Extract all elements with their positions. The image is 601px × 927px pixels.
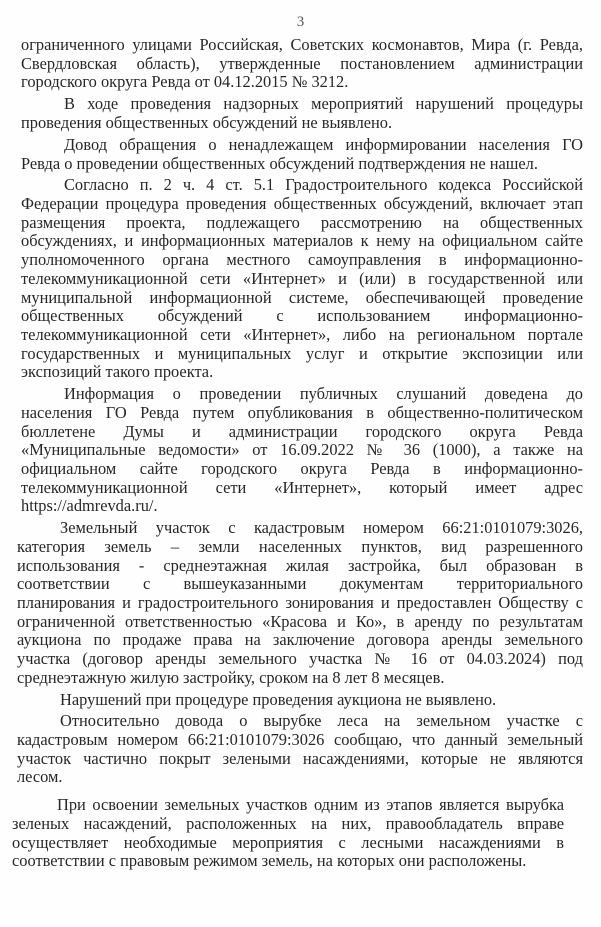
text-line: телекоммуникационной сети «Интернет» и (или) в государственной или — [21, 268, 583, 288]
text-line: населения ГО Ревда путем опубликования в общественно-политическом — [21, 402, 583, 422]
text-line: соответствии с вышеуказанными документам территориального — [17, 574, 583, 594]
text-line: официальном сайте городского округа Ревда в информационно- — [21, 458, 583, 478]
text-line: бюллетене Думы и администрации городского округа Ревда — [21, 421, 583, 441]
text-line: «Муниципальные ведомости» от 16.09.2022 № 36 (1000), а также на — [21, 440, 583, 460]
text-line: среднеэтажную жилую застройку, сроком на 8 лет 8 месяцев. — [17, 667, 445, 687]
text-line: https://admrevda.ru/. — [21, 496, 158, 516]
text-line: Нарушений при процедуре проведения аукциона не выявлено. — [60, 689, 497, 709]
text-line: государственных и муниципальных услуг и открытие экспозиции или — [21, 343, 583, 363]
text-line: При освоении земельных участков одним из этапов является вырубка — [57, 795, 564, 815]
text-line: Свердловская область), утвержденные постановлением администрации — [21, 53, 583, 73]
paragraph — [21, 95, 583, 132]
document-body — [12, 35, 583, 874]
text-line: телекоммуникационной сети «Интернет», либо на региональном портале — [21, 324, 583, 344]
text-line: соответствии с правовым режимом земель, на которых они расположены. — [12, 851, 527, 871]
text-line: В ходе проведения надзорных мероприятий нарушений процедуры — [64, 94, 583, 114]
text-line: Федерации процедура проведения общественных обсуждений, включает этап — [21, 194, 583, 214]
text-line: планирования и градостроительного зонирования и предоставлен Обществу с — [17, 592, 583, 612]
text-line: обсуждениях, и информационных материалов к нему на официальном сайте — [21, 231, 583, 251]
text-line: Ревда о проведении общественных обсуждений подтверждения не нашел. — [21, 153, 538, 173]
text-line: участка (договор аренды земельного участка № 16 от 04.03.2024) под — [17, 648, 583, 668]
text-line: Информация о проведении публичных слушаний доведена до — [64, 384, 583, 404]
text-line: проведения общественных обсуждений не выявлено. — [21, 112, 393, 132]
paragraph — [21, 385, 583, 516]
paragraph — [21, 136, 583, 173]
text-line: экспозиций такого проекта. — [21, 362, 214, 382]
paragraph — [17, 691, 583, 710]
text-line: участок частично покрыт зелеными насаждениями, которые не являются — [17, 748, 583, 768]
text-line: ограниченного улицами Российская, Советских космонавтов, Мира (г. Ревда, — [21, 35, 583, 54]
paragraph — [17, 519, 583, 687]
text-line: муниципальной информационной системе, обеспечивающей проведение — [21, 287, 583, 307]
text-line: лесом. — [17, 767, 63, 787]
text-line: осуществляет необходимые мероприятия с лесными насаждениями в — [12, 832, 564, 852]
paragraph — [21, 176, 583, 382]
text-line: ограниченной ответственностью «Красова и Ко», в аренду по результатам — [17, 611, 583, 631]
text-line: городского округа Ревда от 04.12.2015 № 3212. — [21, 72, 349, 92]
page-number: 3 — [296, 14, 305, 30]
paragraph — [17, 712, 583, 787]
text-line: Земельный участок с кадастровым номером 66:21:0101079:3026, — [60, 518, 583, 538]
text-line: зеленых насаждений, расположенных на них, правообладатель вправе — [12, 813, 564, 833]
text-line: Довод обращения о ненадлежащем информировании населения ГО — [64, 134, 583, 154]
text-line: телекоммуникационной сети «Интернет», который имеет адрес — [21, 477, 583, 497]
text-line: аукциона по продаже права на заключение договора аренды земельного — [17, 630, 583, 650]
text-line: Согласно п. 2 ч. 4 ст. 5.1 Градостроительного кодекса Российской — [64, 175, 583, 195]
text-line: размещения проекта, подлежащего рассмотрению на общественных — [21, 212, 583, 232]
text-line: Относительно довода о вырубке леса на земельном участке с — [60, 711, 583, 731]
text-line: использования - среднеэтажная жилая застройка, был образован в — [17, 555, 583, 575]
text-line: уполномоченного органа местного самоуправления в информационно- — [21, 250, 583, 270]
paragraph — [21, 36, 583, 92]
text-line: общественных обсуждений с использованием информационно- — [21, 306, 583, 326]
text-line: кадастровым номером 66:21:0101079:3026 сообщаю, что данный земельный — [17, 730, 583, 750]
paragraph — [12, 796, 564, 871]
text-line: категория земель – земли населенных пунктов, вид разрешенного — [17, 536, 583, 556]
